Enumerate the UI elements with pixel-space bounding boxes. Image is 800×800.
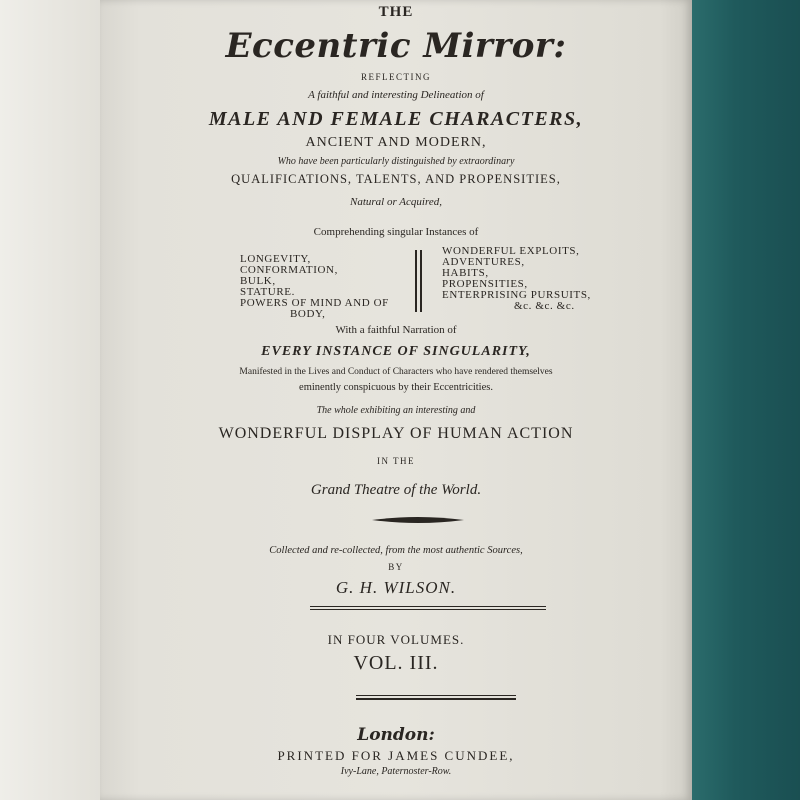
list-item: STATURE. — [240, 286, 295, 298]
title-article: THE — [378, 4, 414, 20]
ornament-divider — [372, 515, 464, 525]
teal-background — [692, 0, 800, 800]
list-item: WONDERFUL EXPLOITS, — [442, 245, 580, 257]
volume-number: VOL. III. — [353, 652, 439, 674]
subtitle-line-4: Who have been particularly distinguished by extraordinary — [277, 156, 515, 167]
imprint-printer: PRINTED FOR JAMES CUNDEE, — [277, 748, 515, 763]
by-line: BY — [388, 562, 404, 572]
volumes-line: IN FOUR VOLUMES. — [327, 632, 465, 647]
left-column-list — [240, 254, 389, 320]
display-line: WONDERFUL DISPLAY OF HUMAN ACTION — [218, 425, 574, 442]
list-item: PROPENSITIES, — [442, 278, 528, 290]
subtitle-ancient-modern: ANCIENT AND MODERN, — [305, 135, 487, 150]
manifested-line: Manifested in the Lives and Conduct of Characters who have rendered themselves — [239, 367, 553, 377]
subtitle-natural: Natural or Acquired, — [350, 196, 442, 208]
in-the-line: IN THE — [376, 456, 416, 466]
list-item: LONGEVITY, — [240, 253, 311, 265]
imprint-place: London: — [357, 725, 435, 745]
subtitle-qualifications: QUALIFICATIONS, TALENTS, AND PROPENSITIES, — [231, 172, 561, 186]
list-item: ADVENTURES, — [442, 256, 525, 268]
eccentricities-line: eminently conspicuous by their Eccentricities. — [299, 382, 493, 393]
imprint-address: Ivy-Lane, Paternoster-Row. — [340, 766, 452, 777]
exhibiting-line: The whole exhibiting an interesting and — [316, 405, 476, 416]
grand-theatre-line: Grand Theatre of the World. — [310, 482, 482, 498]
singularity-line: EVERY INSTANCE OF SINGULARITY, — [261, 344, 531, 359]
subtitle-characters: MALE AND FEMALE CHARACTERS, — [208, 108, 584, 130]
double-rule — [356, 695, 516, 700]
narration-line: With a faithful Narration of — [335, 324, 457, 336]
title-page — [100, 0, 692, 800]
column-divider — [420, 250, 422, 312]
collected-line: Collected and re-collected, from the most authentic Sources, — [269, 545, 523, 556]
column-divider — [415, 250, 417, 312]
book-left-edge — [0, 0, 100, 800]
list-item: &c. &c. &c. — [514, 300, 575, 312]
list-item: BODY, — [290, 308, 326, 320]
subtitle-comprehending: Comprehending singular Instances of — [313, 226, 479, 238]
double-rule — [310, 606, 546, 610]
list-item: ENTERPRISING PURSUITS, — [442, 289, 591, 301]
list-item: HABITS, — [442, 267, 489, 279]
list-item: BULK, — [240, 275, 276, 287]
subtitle-line-1: A faithful and interesting Delineation of — [308, 89, 484, 101]
right-column-list — [442, 246, 591, 312]
author-name: G. H. WILSON. — [335, 578, 457, 597]
list-item: POWERS OF MIND AND OF — [240, 297, 389, 309]
subtitle-reflecting: REFLECTING — [361, 72, 431, 82]
book-title: Eccentric Mirror: — [225, 26, 567, 66]
list-item: CONFORMATION, — [240, 264, 338, 276]
